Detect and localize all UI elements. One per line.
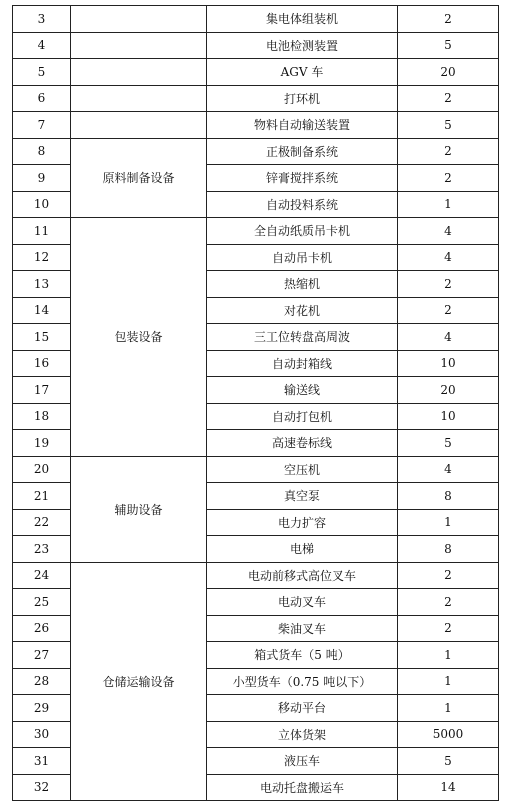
equipment-name: 电动前移式高位叉车 bbox=[207, 562, 398, 589]
equipment-quantity: 5 bbox=[398, 112, 499, 139]
category-cell bbox=[71, 85, 207, 112]
row-number: 10 bbox=[13, 191, 71, 218]
equipment-quantity: 2 bbox=[398, 165, 499, 192]
row-number: 25 bbox=[13, 589, 71, 616]
row-number: 22 bbox=[13, 509, 71, 536]
equipment-name: 自动吊卡机 bbox=[207, 244, 398, 271]
equipment-quantity: 4 bbox=[398, 324, 499, 351]
equipment-name: 液压车 bbox=[207, 748, 398, 775]
category-cell: 辅助设备 bbox=[71, 456, 207, 562]
table-row bbox=[13, 59, 499, 86]
row-number: 3 bbox=[13, 6, 71, 33]
row-number: 32 bbox=[13, 774, 71, 801]
row-number: 8 bbox=[13, 138, 71, 165]
equipment-name: 电池检测装置 bbox=[207, 32, 398, 59]
equipment-quantity: 1 bbox=[398, 191, 499, 218]
equipment-name: 自动封箱线 bbox=[207, 350, 398, 377]
equipment-name: 电动托盘搬运车 bbox=[207, 774, 398, 801]
table-row bbox=[13, 138, 499, 165]
row-number: 29 bbox=[13, 695, 71, 722]
row-number: 11 bbox=[13, 218, 71, 245]
table-row bbox=[13, 112, 499, 139]
equipment-name: AGV 车 bbox=[207, 59, 398, 86]
equipment-quantity: 2 bbox=[398, 138, 499, 165]
row-number: 23 bbox=[13, 536, 71, 563]
equipment-name: 集电体组装机 bbox=[207, 6, 398, 33]
category-cell: 仓储运输设备 bbox=[71, 562, 207, 801]
equipment-name: 锌膏搅拌系统 bbox=[207, 165, 398, 192]
equipment-name: 电力扩容 bbox=[207, 509, 398, 536]
equipment-quantity: 2 bbox=[398, 6, 499, 33]
equipment-quantity: 1 bbox=[398, 695, 499, 722]
category-cell bbox=[71, 112, 207, 139]
equipment-name: 高速卷标线 bbox=[207, 430, 398, 457]
equipment-name: 对花机 bbox=[207, 297, 398, 324]
row-number: 5 bbox=[13, 59, 71, 86]
equipment-quantity: 2 bbox=[398, 297, 499, 324]
equipment-quantity: 1 bbox=[398, 509, 499, 536]
row-number: 21 bbox=[13, 483, 71, 510]
row-number: 18 bbox=[13, 403, 71, 430]
equipment-table-body bbox=[13, 6, 499, 801]
equipment-name: 移动平台 bbox=[207, 695, 398, 722]
category-cell: 包装设备 bbox=[71, 218, 207, 457]
equipment-name: 三工位转盘高周波 bbox=[207, 324, 398, 351]
equipment-name: 全自动纸质吊卡机 bbox=[207, 218, 398, 245]
equipment-quantity: 2 bbox=[398, 615, 499, 642]
row-number: 20 bbox=[13, 456, 71, 483]
equipment-quantity: 4 bbox=[398, 244, 499, 271]
row-number: 26 bbox=[13, 615, 71, 642]
equipment-name: 输送线 bbox=[207, 377, 398, 404]
equipment-quantity: 5000 bbox=[398, 721, 499, 748]
row-number: 19 bbox=[13, 430, 71, 457]
row-number: 4 bbox=[13, 32, 71, 59]
equipment-name: 立体货架 bbox=[207, 721, 398, 748]
category-cell bbox=[71, 32, 207, 59]
row-number: 17 bbox=[13, 377, 71, 404]
equipment-quantity: 10 bbox=[398, 350, 499, 377]
row-number: 12 bbox=[13, 244, 71, 271]
equipment-quantity: 1 bbox=[398, 668, 499, 695]
equipment-name: 物料自动输送装置 bbox=[207, 112, 398, 139]
category-cell: 原料制备设备 bbox=[71, 138, 207, 218]
row-number: 16 bbox=[13, 350, 71, 377]
row-number: 9 bbox=[13, 165, 71, 192]
row-number: 31 bbox=[13, 748, 71, 775]
row-number: 24 bbox=[13, 562, 71, 589]
equipment-name: 电梯 bbox=[207, 536, 398, 563]
row-number: 14 bbox=[13, 297, 71, 324]
table-row bbox=[13, 562, 499, 589]
equipment-quantity: 8 bbox=[398, 483, 499, 510]
table-row bbox=[13, 218, 499, 245]
equipment-name: 热缩机 bbox=[207, 271, 398, 298]
equipment-quantity: 5 bbox=[398, 32, 499, 59]
row-number: 28 bbox=[13, 668, 71, 695]
category-cell bbox=[71, 59, 207, 86]
table-row bbox=[13, 6, 499, 33]
equipment-quantity: 2 bbox=[398, 85, 499, 112]
equipment-name: 自动打包机 bbox=[207, 403, 398, 430]
row-number: 30 bbox=[13, 721, 71, 748]
table-row bbox=[13, 85, 499, 112]
equipment-quantity: 5 bbox=[398, 430, 499, 457]
equipment-name: 柴油叉车 bbox=[207, 615, 398, 642]
equipment-quantity: 2 bbox=[398, 562, 499, 589]
equipment-quantity: 5 bbox=[398, 748, 499, 775]
equipment-name: 小型货车（0.75 吨以下） bbox=[207, 668, 398, 695]
equipment-name: 空压机 bbox=[207, 456, 398, 483]
equipment-quantity: 20 bbox=[398, 377, 499, 404]
table-row bbox=[13, 456, 499, 483]
row-number: 6 bbox=[13, 85, 71, 112]
equipment-table bbox=[12, 5, 499, 801]
row-number: 15 bbox=[13, 324, 71, 351]
row-number: 7 bbox=[13, 112, 71, 139]
equipment-quantity: 20 bbox=[398, 59, 499, 86]
equipment-quantity: 10 bbox=[398, 403, 499, 430]
equipment-quantity: 2 bbox=[398, 589, 499, 616]
equipment-name: 打环机 bbox=[207, 85, 398, 112]
row-number: 13 bbox=[13, 271, 71, 298]
equipment-quantity: 14 bbox=[398, 774, 499, 801]
equipment-quantity: 8 bbox=[398, 536, 499, 563]
equipment-quantity: 4 bbox=[398, 456, 499, 483]
row-number: 27 bbox=[13, 642, 71, 669]
equipment-name: 正极制备系统 bbox=[207, 138, 398, 165]
equipment-name: 真空泵 bbox=[207, 483, 398, 510]
equipment-quantity: 2 bbox=[398, 271, 499, 298]
equipment-name: 自动投料系统 bbox=[207, 191, 398, 218]
equipment-name: 箱式货车（5 吨） bbox=[207, 642, 398, 669]
equipment-name: 电动叉车 bbox=[207, 589, 398, 616]
table-row bbox=[13, 32, 499, 59]
equipment-quantity: 1 bbox=[398, 642, 499, 669]
category-cell bbox=[71, 6, 207, 33]
equipment-quantity: 4 bbox=[398, 218, 499, 245]
